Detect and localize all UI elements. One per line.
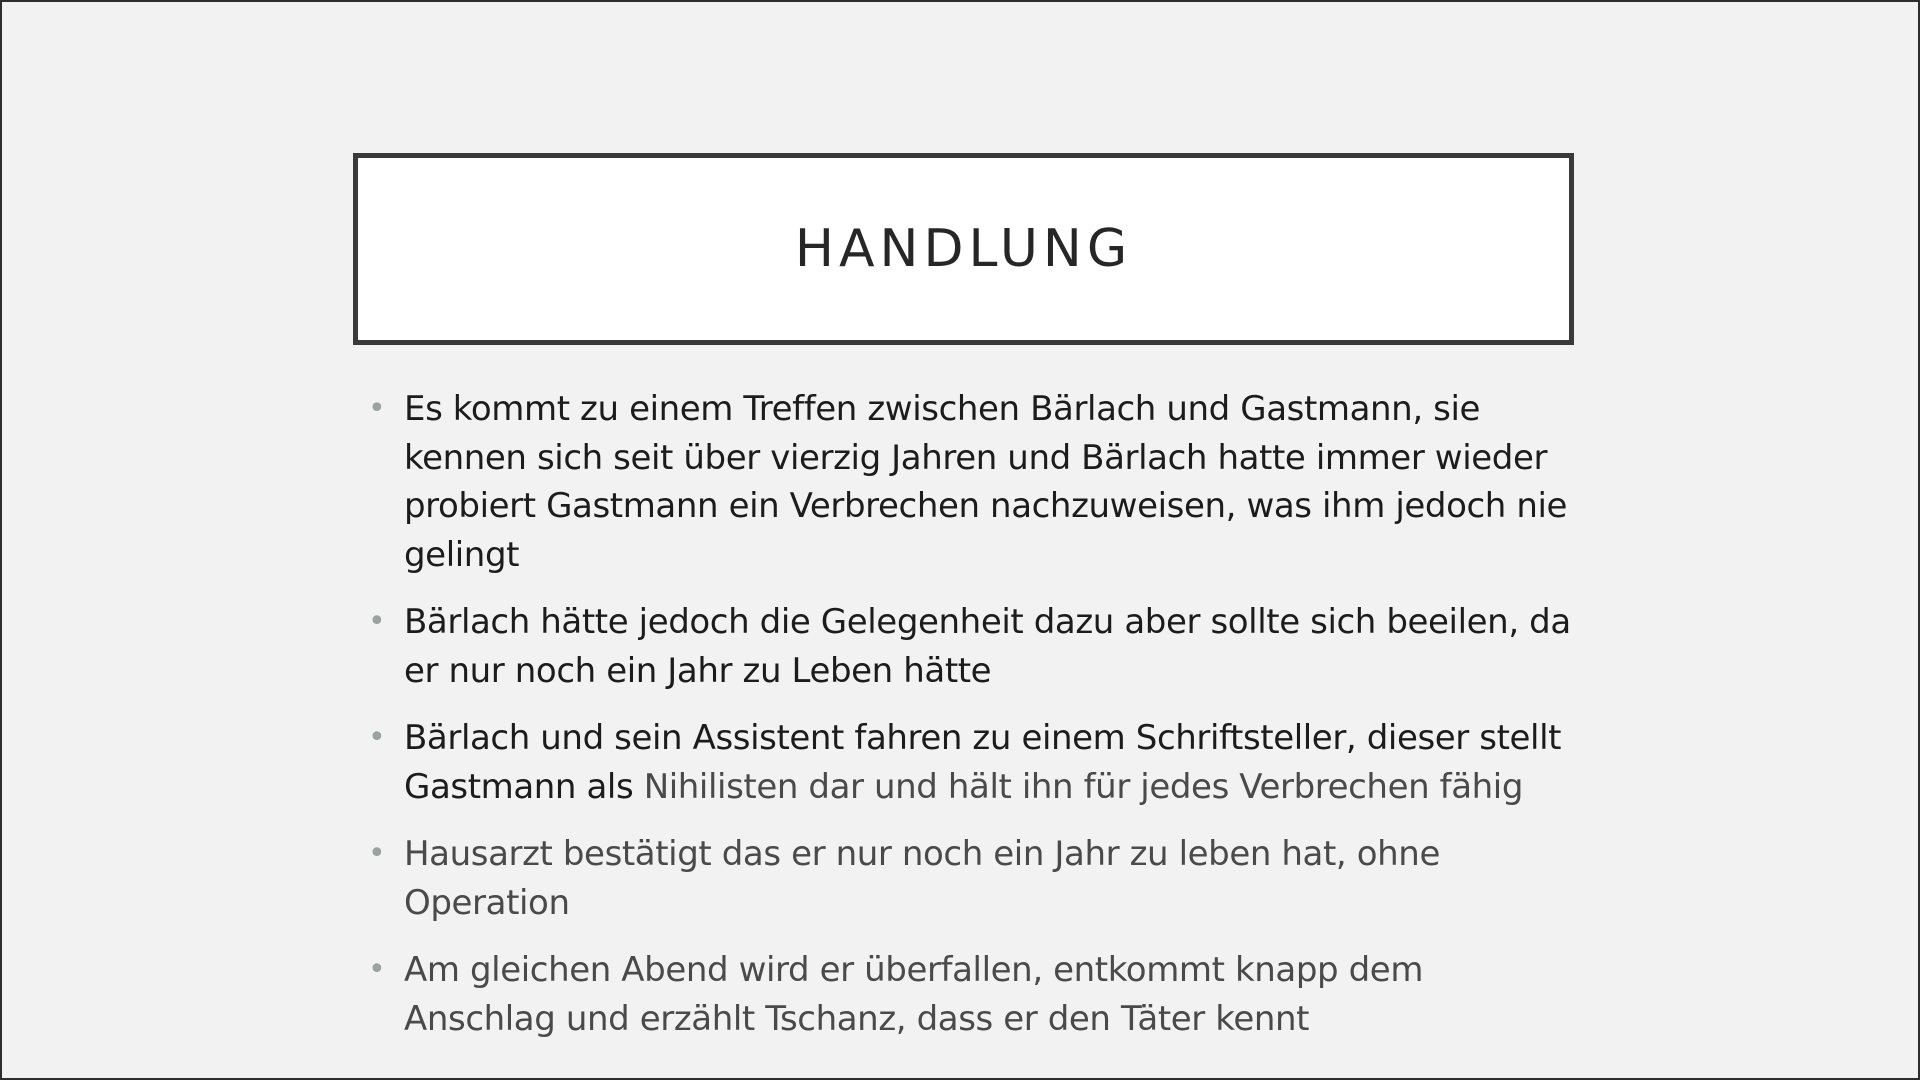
bullet-text: Es kommt zu einem Treffen zwischen Bärlach und Gastmann, sie kennen sich seit über vierzig Jahren und Bärlach hatte immer wieder probiert Gastmann ein Verbrechen nachzuweisen, was ihm jedoch nie gelingt (404, 389, 1568, 575)
bullet-text-light: Nihilisten dar und hält ihn für jedes Verbrechen fähig (643, 766, 1524, 807)
title-box (353, 153, 1574, 345)
bullet-text: Hausarzt bestätigt das er nur noch ein Jahr zu leben hat, ohne Operation (404, 834, 1440, 923)
bullet-item (368, 598, 1583, 695)
bullet-text: Bärlach hätte jedoch die Gelegenheit dazu aber sollte sich beeilen, da er nur noch ein Jahr zu Leben hätte (404, 602, 1571, 691)
bullet-item (368, 385, 1583, 579)
bullet-item (368, 946, 1583, 1043)
bullet-dot-icon: • (368, 836, 386, 871)
bullet-dot-icon: • (368, 952, 386, 987)
bullet-dot-icon: • (368, 391, 386, 426)
bullet-dot-icon: • (368, 720, 386, 755)
bullet-text: Bärlach und sein Assistent fahren zu einem Schriftsteller, dieser stellt Gastmann als (404, 718, 1562, 807)
bullet-item (368, 830, 1583, 927)
bullet-item (368, 714, 1583, 811)
bullet-text: Am gleichen Abend wird er überfallen, entkommt knapp dem Anschlag und erzählt Tschanz, dass er den Täter kennt (404, 950, 1424, 1039)
bullet-dot-icon: • (368, 604, 386, 639)
bullet-list (368, 385, 1583, 1062)
slide-title: HANDLUNG (794, 219, 1133, 279)
